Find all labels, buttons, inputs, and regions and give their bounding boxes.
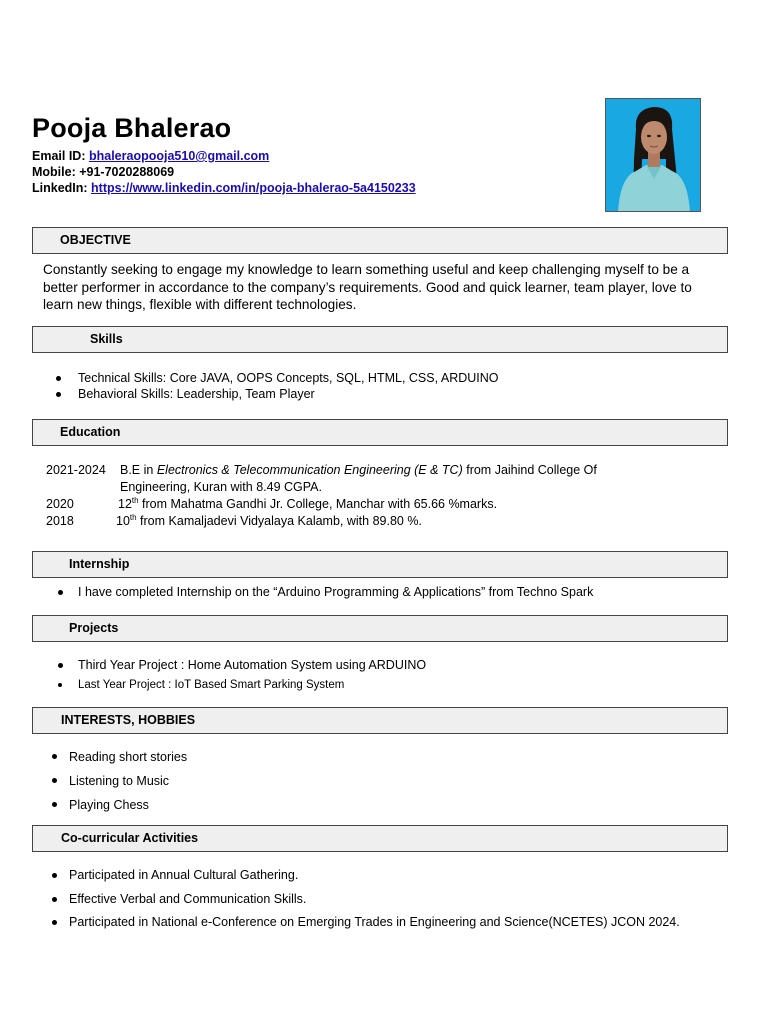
cocurricular-heading: Co-curricular Activities [61, 831, 199, 845]
list-item: Playing Chess [69, 793, 187, 817]
education-entry: B.E in Electronics & Telecommunication Engineering (E & TC) from Jaihind College Of [120, 463, 597, 477]
bullet-icon [52, 778, 57, 783]
linkedin-line [32, 180, 416, 196]
interests-list [69, 745, 187, 817]
email-link[interactable]: bhaleraopooja510@gmail.com [88, 149, 270, 163]
bullet-icon [58, 590, 63, 595]
projects-heading: Projects [69, 621, 119, 635]
list-item: Last Year Project : IoT Based Smart Parking System [78, 677, 426, 693]
list-item: Technical Skills: Core JAVA, OOPS Concepts, SQL, HTML, CSS, ARDUINO [78, 370, 499, 386]
objective-text: Constantly seeking to engage my knowledge to learn something useful and keep challenging myself to be a better performer in accordance to the company’s requirements. Good and quick learner, team player, love to learn new things, flexible with different technologies. [43, 262, 692, 312]
bullet-icon [52, 920, 57, 925]
education-entry: 12th from Mahatma Gandhi Jr. College, Manchar with 65.66 %marks. [118, 496, 498, 511]
internship-heading: Internship [69, 557, 130, 571]
list-item: Participated in Annual Cultural Gathering. [69, 864, 680, 888]
skills-section-header [32, 326, 728, 353]
interests-heading: INTERESTS, HOBBIES [61, 713, 196, 727]
objective-heading: OBJECTIVE [60, 233, 131, 247]
list-item: I have completed Internship on the “Arduino Programming & Applications” from Techno Spark [78, 584, 593, 600]
list-item: Reading short stories [69, 745, 187, 769]
cocurricular-list [69, 864, 680, 935]
education-year: 2021-2024 [46, 463, 106, 477]
profile-photo [605, 98, 701, 212]
interests-section-header [32, 707, 728, 734]
profile-photo-illustration [606, 99, 701, 212]
list-item: Listening to Music [69, 769, 187, 793]
education-year: 2018 [46, 514, 74, 528]
education-heading: Education [60, 425, 121, 439]
internship-section-header [32, 551, 728, 578]
bullet-icon [52, 802, 57, 807]
objective-section-header [32, 227, 728, 254]
bullet-icon [58, 683, 62, 687]
bullet-icon [52, 754, 57, 759]
education-entry: 10th from Kamaljadevi Vidyalaya Kalamb, with 89.80 %. [116, 513, 422, 528]
linkedin-link[interactable]: https://www.linkedin.com/in/pooja-bhalerao-5a4150233 [91, 181, 416, 195]
bullet-icon [52, 897, 57, 902]
skills-list [78, 370, 499, 402]
mobile-line: Mobile: +91-7020288069 [32, 165, 175, 179]
education-entry-line2: Engineering, Kuran with 8.49 CGPA. [120, 480, 322, 494]
education-section-header [32, 419, 728, 446]
list-item: Participated in National e-Conference on Emerging Trades in Engineering and Science(NCETES) JCON 2024. [69, 911, 680, 935]
linkedin-label: LinkedIn: [32, 181, 88, 195]
education-year: 2020 [46, 497, 74, 511]
email-line [32, 148, 269, 164]
list-item: Effective Verbal and Communication Skills. [69, 888, 680, 912]
projects-list [78, 657, 426, 693]
list-item: Behavioral Skills: Leadership, Team Player [78, 386, 499, 402]
bullet-icon [56, 392, 61, 397]
cocurricular-section-header [32, 825, 728, 852]
projects-section-header [32, 615, 728, 642]
bullet-icon [56, 376, 61, 381]
candidate-name: Pooja Bhalerao [32, 113, 232, 143]
bullet-icon [58, 663, 63, 668]
list-item: Third Year Project : Home Automation System using ARDUINO [78, 657, 426, 677]
internship-list [78, 584, 593, 600]
bullet-icon [52, 873, 57, 878]
email-label: Email ID: [32, 149, 86, 163]
skills-heading: Skills [90, 332, 123, 346]
